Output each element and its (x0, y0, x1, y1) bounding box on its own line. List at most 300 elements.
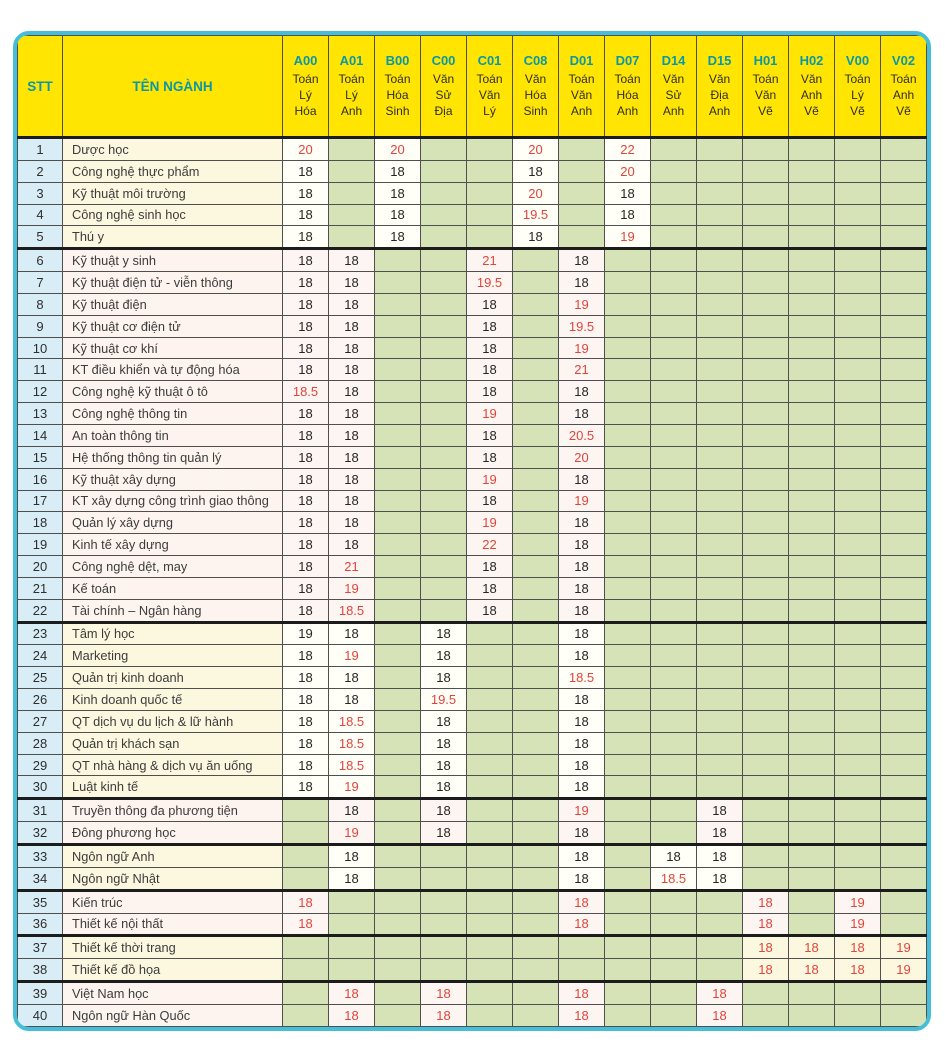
empty-cell-D15 (697, 512, 743, 534)
score-cell-A01: 21 (329, 556, 375, 578)
empty-cell-C00 (421, 490, 467, 512)
empty-cell-D07 (605, 710, 651, 732)
empty-cell-H01 (743, 667, 789, 689)
empty-cell-V02 (881, 249, 927, 272)
score-cell-A00: 18 (283, 204, 329, 226)
major-name-cell: Việt Nam học (63, 982, 283, 1005)
empty-cell-C00 (421, 381, 467, 403)
stt-cell: 38 (18, 959, 63, 982)
empty-cell-D14 (651, 337, 697, 359)
score-cell-A00: 18 (283, 315, 329, 337)
empty-cell-V00 (835, 776, 881, 799)
empty-cell-H02 (789, 645, 835, 667)
stt-cell: 26 (18, 689, 63, 711)
table-row (18, 622, 927, 645)
combination-code-label: C00 (431, 53, 456, 68)
stt-cell: 1 (18, 138, 63, 161)
empty-cell-H01 (743, 710, 789, 732)
score-cell-D01: 18 (559, 822, 605, 845)
empty-cell-V02 (881, 204, 927, 226)
empty-cell-H01 (743, 182, 789, 204)
table-row (18, 512, 927, 534)
empty-cell-H02 (789, 534, 835, 556)
empty-cell-V02 (881, 867, 927, 890)
table-row (18, 446, 927, 468)
score-cell-B00: 18 (375, 226, 421, 249)
empty-cell-A00 (283, 1004, 329, 1026)
score-cell-A01: 18.5 (329, 599, 375, 622)
score-cell-B00: 18 (375, 204, 421, 226)
empty-cell-D15 (697, 622, 743, 645)
stt-cell: 10 (18, 337, 63, 359)
major-name-cell: Công nghệ thông tin (63, 403, 283, 425)
table-row (18, 645, 927, 667)
score-cell-A00: 18 (283, 272, 329, 294)
stt-cell: 22 (18, 599, 63, 622)
empty-cell-B00 (375, 424, 421, 446)
empty-cell-V00 (835, 845, 881, 868)
table-row (18, 556, 927, 578)
empty-cell-D14 (651, 959, 697, 982)
empty-cell-D15 (697, 249, 743, 272)
empty-cell-B00 (375, 359, 421, 381)
empty-cell-V02 (881, 446, 927, 468)
empty-cell-D14 (651, 160, 697, 182)
score-cell-D01: 19 (559, 799, 605, 822)
score-cell-D01: 18 (559, 1004, 605, 1026)
empty-cell-V02 (881, 381, 927, 403)
table-row (18, 845, 927, 868)
empty-cell-V02 (881, 556, 927, 578)
empty-cell-B00 (375, 645, 421, 667)
subject-label: Toán (752, 72, 779, 86)
empty-cell-A00 (283, 799, 329, 822)
score-cell-A01: 18 (329, 982, 375, 1005)
score-cell-C00: 19.5 (421, 689, 467, 711)
empty-cell-V00 (835, 822, 881, 845)
empty-cell-V00 (835, 249, 881, 272)
empty-cell-V02 (881, 359, 927, 381)
empty-cell-D14 (651, 556, 697, 578)
column-header-B00 (375, 36, 421, 138)
empty-cell-C00 (421, 534, 467, 556)
empty-cell-H02 (789, 512, 835, 534)
empty-cell-C08 (513, 446, 559, 468)
table-row (18, 667, 927, 689)
empty-cell-V00 (835, 689, 881, 711)
score-cell-A00: 18 (283, 403, 329, 425)
score-cell-A01: 18 (329, 534, 375, 556)
empty-cell-D07 (605, 272, 651, 294)
empty-cell-V00 (835, 622, 881, 645)
column-header-D14 (651, 36, 697, 138)
empty-cell-C01 (467, 959, 513, 982)
empty-cell-B00 (375, 272, 421, 294)
empty-cell-V00 (835, 160, 881, 182)
subject-label: Lý (345, 88, 358, 102)
empty-cell-C08 (513, 845, 559, 868)
empty-cell-D07 (605, 249, 651, 272)
subject-label: Anh (570, 104, 593, 118)
score-cell-A01: 18 (329, 381, 375, 403)
subject-label: Toán (568, 72, 595, 86)
empty-cell-C08 (513, 424, 559, 446)
empty-cell-C08 (513, 490, 559, 512)
score-cell-A01: 18 (329, 337, 375, 359)
score-cell-A00: 18 (283, 490, 329, 512)
score-cell-A01: 18 (329, 249, 375, 272)
column-header-A00 (283, 36, 329, 138)
empty-cell-V00 (835, 577, 881, 599)
empty-cell-V00 (835, 337, 881, 359)
score-cell-A01: 18 (329, 689, 375, 711)
score-cell-C08: 20 (513, 138, 559, 161)
empty-cell-C01 (467, 667, 513, 689)
score-cell-D15: 18 (697, 845, 743, 868)
subject-label: Vẽ (804, 104, 819, 118)
empty-cell-H01 (743, 689, 789, 711)
score-cell-A00: 18 (283, 160, 329, 182)
empty-cell-D01 (559, 226, 605, 249)
score-cell-C08: 20 (513, 182, 559, 204)
score-cell-V00: 19 (835, 913, 881, 936)
empty-cell-H01 (743, 599, 789, 622)
score-cell-C01: 18 (467, 293, 513, 315)
empty-cell-V02 (881, 667, 927, 689)
stt-cell: 15 (18, 446, 63, 468)
score-cell-C08: 19.5 (513, 204, 559, 226)
empty-cell-C08 (513, 556, 559, 578)
empty-cell-V02 (881, 182, 927, 204)
empty-cell-C00 (421, 845, 467, 868)
score-cell-A00: 18 (283, 226, 329, 249)
subject-label: Lý (299, 88, 312, 102)
subject-label: Vẽ (850, 104, 865, 118)
empty-cell-C00 (421, 512, 467, 534)
score-cell-D01: 18.5 (559, 667, 605, 689)
empty-cell-H01 (743, 381, 789, 403)
empty-cell-H01 (743, 645, 789, 667)
major-name-cell: Kinh tế xây dựng (63, 534, 283, 556)
table-row (18, 822, 927, 845)
score-cell-A01: 18 (329, 293, 375, 315)
score-cell-D01: 18 (559, 890, 605, 913)
score-cell-D01: 18 (559, 272, 605, 294)
empty-cell-H02 (789, 556, 835, 578)
empty-cell-B00 (375, 959, 421, 982)
score-cell-C08: 18 (513, 160, 559, 182)
column-header-D01 (559, 36, 605, 138)
empty-cell-C01 (467, 138, 513, 161)
score-cell-D14: 18 (651, 845, 697, 868)
score-cell-D01: 18 (559, 556, 605, 578)
score-cell-C01: 19 (467, 512, 513, 534)
score-cell-V00: 18 (835, 959, 881, 982)
score-cell-A00: 18 (283, 577, 329, 599)
empty-cell-V02 (881, 226, 927, 249)
empty-cell-D15 (697, 315, 743, 337)
empty-cell-C08 (513, 512, 559, 534)
empty-cell-B00 (375, 337, 421, 359)
empty-cell-D14 (651, 293, 697, 315)
empty-cell-H01 (743, 867, 789, 890)
empty-cell-C01 (467, 710, 513, 732)
subject-label: Toán (338, 72, 365, 86)
empty-cell-V02 (881, 599, 927, 622)
score-cell-A01: 18 (329, 468, 375, 490)
empty-cell-D07 (605, 424, 651, 446)
empty-cell-D07 (605, 490, 651, 512)
empty-cell-C00 (421, 424, 467, 446)
table-row (18, 890, 927, 913)
empty-cell-V00 (835, 754, 881, 776)
stt-cell: 19 (18, 534, 63, 556)
subject-label: Văn (754, 88, 777, 102)
empty-cell-D01 (559, 160, 605, 182)
score-cell-A01: 18 (329, 845, 375, 868)
subject-label: Anh (892, 88, 915, 102)
empty-cell-H01 (743, 732, 789, 754)
stt-cell: 9 (18, 315, 63, 337)
subject-label: Toán (890, 72, 917, 86)
empty-cell-C08 (513, 732, 559, 754)
score-cell-C01: 18 (467, 446, 513, 468)
empty-cell-C08 (513, 272, 559, 294)
score-cell-D01: 21 (559, 359, 605, 381)
empty-cell-V02 (881, 534, 927, 556)
score-cell-V00: 18 (835, 936, 881, 959)
empty-cell-D14 (651, 249, 697, 272)
empty-cell-V02 (881, 424, 927, 446)
major-name-cell: Luật kinh tế (63, 776, 283, 799)
empty-cell-D07 (605, 468, 651, 490)
empty-cell-H01 (743, 512, 789, 534)
empty-cell-H01 (743, 403, 789, 425)
empty-cell-C08 (513, 754, 559, 776)
empty-cell-H02 (789, 622, 835, 645)
combination-code-label: D14 (661, 53, 686, 68)
empty-cell-D14 (651, 645, 697, 667)
column-header-D15 (697, 36, 743, 138)
major-name-cell: Ngôn ngữ Hàn Quốc (63, 1004, 283, 1026)
empty-cell-D14 (651, 446, 697, 468)
empty-cell-H01 (743, 446, 789, 468)
empty-cell-H02 (789, 138, 835, 161)
empty-cell-H01 (743, 754, 789, 776)
empty-cell-B00 (375, 754, 421, 776)
table-row (18, 534, 927, 556)
empty-cell-A01 (329, 182, 375, 204)
combination-code-label: A00 (293, 53, 318, 68)
empty-cell-D07 (605, 1004, 651, 1026)
empty-cell-D15 (697, 936, 743, 959)
empty-cell-V02 (881, 468, 927, 490)
empty-cell-C00 (421, 556, 467, 578)
empty-cell-C01 (467, 776, 513, 799)
table-row (18, 403, 927, 425)
empty-cell-H01 (743, 799, 789, 822)
stt-cell: 34 (18, 867, 63, 890)
combination-code-label: V00 (845, 53, 870, 68)
score-cell-C00: 18 (421, 667, 467, 689)
stt-cell: 7 (18, 272, 63, 294)
empty-cell-V00 (835, 982, 881, 1005)
empty-cell-B00 (375, 1004, 421, 1026)
column-header-V00 (835, 36, 881, 138)
column-header-C01 (467, 36, 513, 138)
score-cell-H02: 18 (789, 959, 835, 982)
major-name-cell: Quản trị kinh doanh (63, 667, 283, 689)
empty-cell-C01 (467, 226, 513, 249)
subject-label: Lý (851, 88, 864, 102)
score-cell-A01: 18 (329, 512, 375, 534)
stt-cell: 20 (18, 556, 63, 578)
score-cell-A00: 18 (283, 645, 329, 667)
empty-cell-H02 (789, 799, 835, 822)
score-cell-A00: 19 (283, 622, 329, 645)
empty-cell-V02 (881, 890, 927, 913)
empty-cell-D07 (605, 403, 651, 425)
table-row (18, 577, 927, 599)
subject-label: Hóa (386, 88, 409, 102)
empty-cell-C01 (467, 982, 513, 1005)
major-name-header: TÊN NGÀNH (63, 36, 283, 138)
subject-label: Anh (340, 104, 363, 118)
empty-cell-D15 (697, 403, 743, 425)
empty-cell-D01 (559, 138, 605, 161)
score-cell-C08: 18 (513, 226, 559, 249)
score-cell-A00: 18 (283, 667, 329, 689)
score-cell-D01: 18 (559, 732, 605, 754)
score-cell-A01: 18 (329, 490, 375, 512)
score-cell-A01: 18 (329, 622, 375, 645)
table-row (18, 732, 927, 754)
empty-cell-D15 (697, 710, 743, 732)
empty-cell-D14 (651, 622, 697, 645)
score-cell-A01: 19 (329, 577, 375, 599)
score-cell-D15: 18 (697, 799, 743, 822)
empty-cell-H02 (789, 1004, 835, 1026)
score-cell-C00: 18 (421, 822, 467, 845)
combination-code-label: D07 (615, 53, 640, 68)
empty-cell-C00 (421, 599, 467, 622)
score-cell-A00: 18 (283, 599, 329, 622)
table-row (18, 468, 927, 490)
score-cell-C01: 18 (467, 337, 513, 359)
empty-cell-H01 (743, 424, 789, 446)
score-table (17, 35, 927, 1027)
score-cell-C01: 21 (467, 249, 513, 272)
empty-cell-D07 (605, 293, 651, 315)
empty-cell-V02 (881, 293, 927, 315)
empty-cell-D01 (559, 936, 605, 959)
score-cell-D01: 18 (559, 913, 605, 936)
score-cell-A00: 20 (283, 138, 329, 161)
major-name-cell: Thiết kế đồ họa (63, 959, 283, 982)
combination-code-label: B00 (385, 53, 410, 68)
empty-cell-D15 (697, 577, 743, 599)
major-name-cell: Công nghệ dệt, may (63, 556, 283, 578)
subject-label: Văn (432, 72, 455, 86)
empty-cell-C08 (513, 403, 559, 425)
subject-label: Toán (844, 72, 871, 86)
empty-cell-D15 (697, 599, 743, 622)
table-row (18, 959, 927, 982)
empty-cell-V00 (835, 512, 881, 534)
empty-cell-H02 (789, 577, 835, 599)
stt-cell: 36 (18, 913, 63, 936)
table-row (18, 754, 927, 776)
empty-cell-B00 (375, 689, 421, 711)
empty-cell-C00 (421, 446, 467, 468)
empty-cell-V00 (835, 1004, 881, 1026)
subject-label: Toán (292, 72, 319, 86)
combination-code-label: C08 (523, 53, 548, 68)
empty-cell-H01 (743, 556, 789, 578)
empty-cell-A01 (329, 226, 375, 249)
score-cell-A00: 18 (283, 293, 329, 315)
score-cell-A01: 18 (329, 1004, 375, 1026)
empty-cell-D14 (651, 754, 697, 776)
empty-cell-B00 (375, 936, 421, 959)
empty-cell-D14 (651, 468, 697, 490)
empty-cell-D15 (697, 182, 743, 204)
empty-cell-V00 (835, 138, 881, 161)
empty-cell-C00 (421, 959, 467, 982)
combination-code-label: D01 (569, 53, 594, 68)
empty-cell-D07 (605, 867, 651, 890)
empty-cell-H02 (789, 381, 835, 403)
empty-cell-C08 (513, 667, 559, 689)
empty-cell-C08 (513, 710, 559, 732)
score-cell-H01: 18 (743, 936, 789, 959)
empty-cell-D07 (605, 599, 651, 622)
empty-cell-D14 (651, 913, 697, 936)
score-cell-A01: 18 (329, 359, 375, 381)
stt-cell: 32 (18, 822, 63, 845)
stt-cell: 28 (18, 732, 63, 754)
empty-cell-B00 (375, 446, 421, 468)
score-cell-A01: 18 (329, 272, 375, 294)
score-cell-D01: 18 (559, 622, 605, 645)
column-header-H02 (789, 36, 835, 138)
empty-cell-C00 (421, 293, 467, 315)
subject-label: Sinh (385, 104, 410, 118)
empty-cell-D15 (697, 913, 743, 936)
score-cell-A01: 18.5 (329, 710, 375, 732)
score-cell-C00: 18 (421, 622, 467, 645)
empty-cell-D15 (697, 160, 743, 182)
score-cell-A01: 19 (329, 822, 375, 845)
score-cell-A00: 18.5 (283, 381, 329, 403)
empty-cell-H02 (789, 776, 835, 799)
major-name-cell: Quản trị khách sạn (63, 732, 283, 754)
empty-cell-V00 (835, 667, 881, 689)
empty-cell-C00 (421, 936, 467, 959)
empty-cell-V02 (881, 337, 927, 359)
empty-cell-B00 (375, 293, 421, 315)
table-row (18, 799, 927, 822)
empty-cell-V02 (881, 622, 927, 645)
empty-cell-H02 (789, 160, 835, 182)
score-cell-C00: 18 (421, 1004, 467, 1026)
empty-cell-D15 (697, 293, 743, 315)
empty-cell-D15 (697, 381, 743, 403)
empty-cell-D15 (697, 204, 743, 226)
empty-cell-D07 (605, 315, 651, 337)
empty-cell-H02 (789, 845, 835, 868)
empty-cell-C01 (467, 1004, 513, 1026)
